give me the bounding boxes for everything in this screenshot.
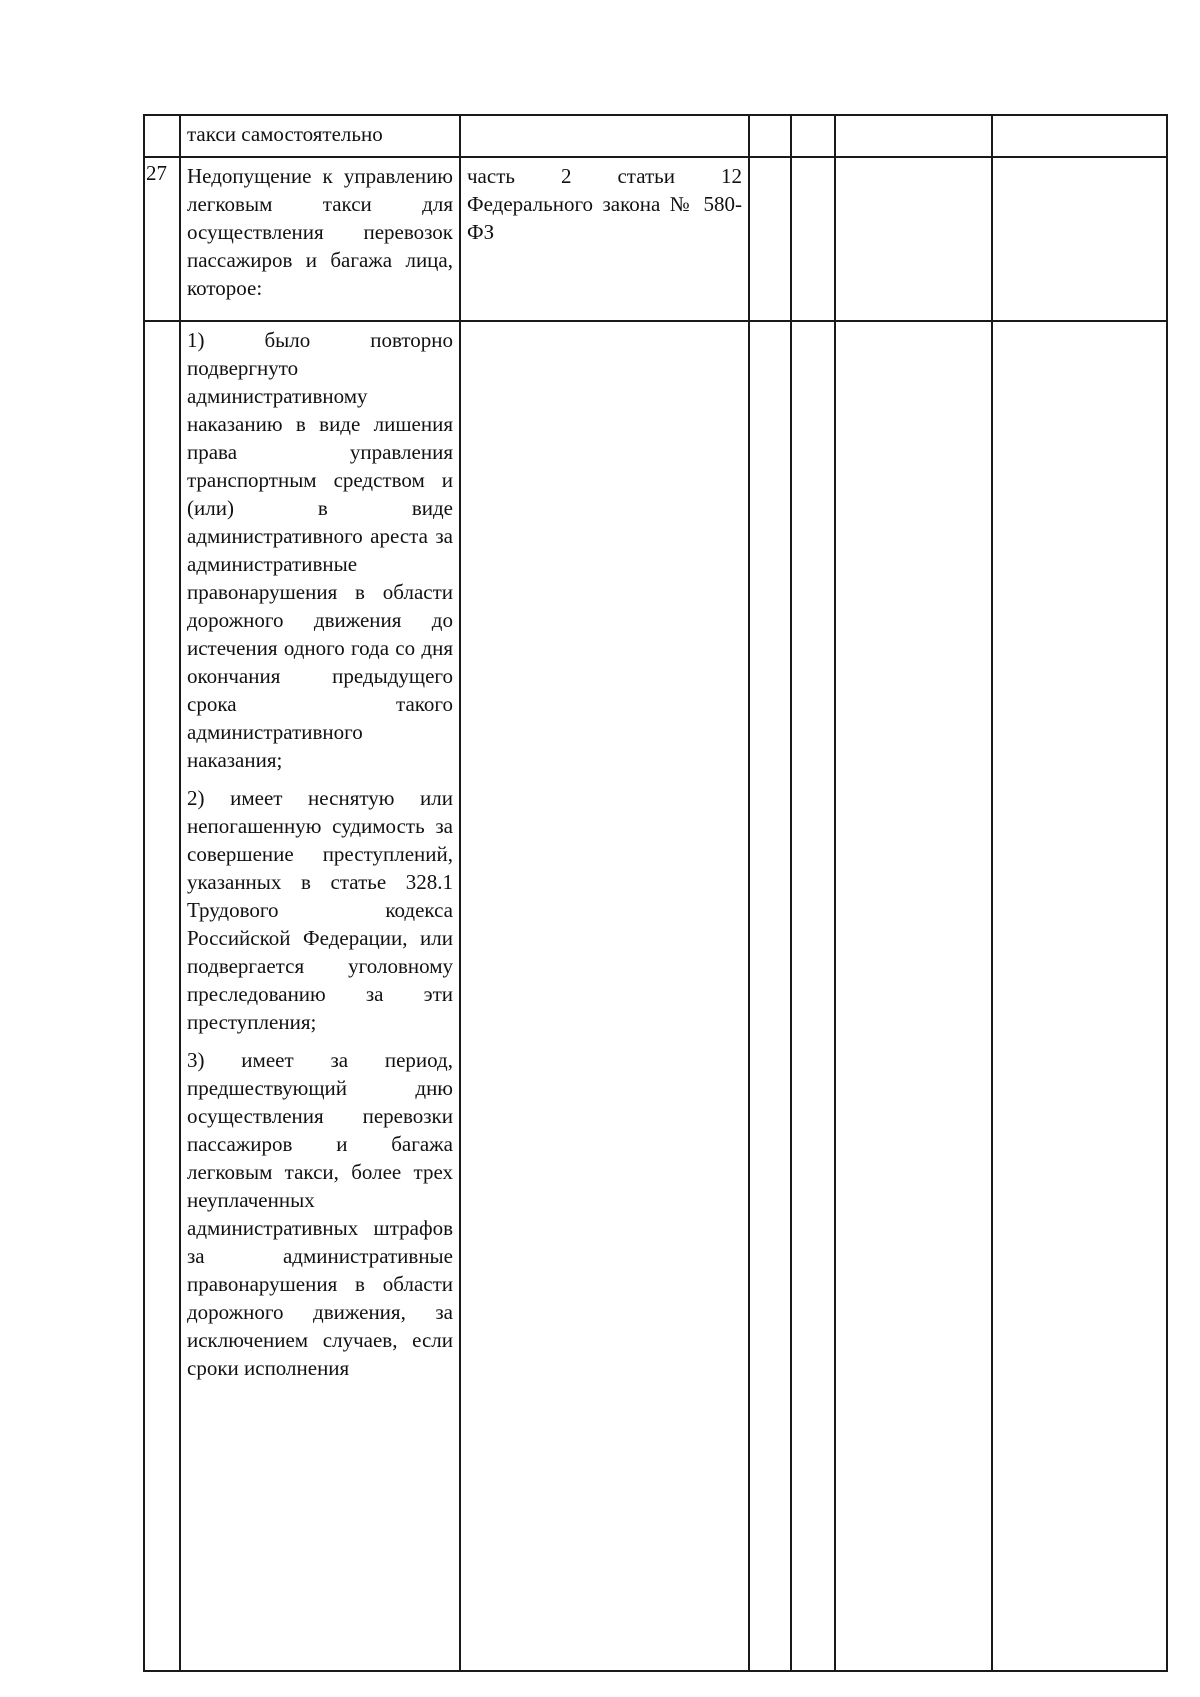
yes-cell [749, 321, 791, 1671]
checklist-table [143, 114, 1168, 1672]
requirement-cell [180, 115, 460, 157]
not-applicable-cell [835, 157, 992, 321]
no-cell [791, 115, 835, 157]
list-item: 2) имеет неснятую или непогашенную судимость за совершение преступлений, указанных в статье 328.1 Трудового кодекса Российской Федерации, или подвергается уголовному преследованию за эти преступления; [187, 786, 453, 1034]
table-row [144, 321, 1167, 1671]
not-applicable-cell [835, 321, 992, 1671]
no-cell [791, 157, 835, 321]
table-row [144, 115, 1167, 157]
requirement-cell [180, 321, 460, 1671]
list-item: 3) имеет за период, предшествующий дню осуществления перевозки пассажиров и багажа легковым такси, более трех неуплаченных административных штрафов за административные правонарушения в области дорожного движения, за исключением случаев, если сроки исполнения [187, 1048, 453, 1380]
row-number-cell [144, 115, 180, 157]
requirement-text: такси самостоятельно [187, 122, 383, 146]
note-cell [992, 115, 1167, 157]
requirement-text: Недопущение к управлению легковым такси для осуществления перевозок пассажиров и багажа лица, которое: [187, 164, 453, 300]
note-cell [992, 157, 1167, 321]
not-applicable-cell [835, 115, 992, 157]
reference-cell [460, 321, 749, 1671]
subitems-list [181, 322, 459, 1382]
reference-cell [460, 157, 749, 321]
yes-cell [749, 157, 791, 321]
list-item: 1) было повторно подвергнуто административному наказанию в виде лишения права управления транспортным средством и (или) в виде административного ареста за административные правонарушения в области дорожного движения до истечения одного года со дня окончания предыдущего срока такого административного наказания; [187, 328, 453, 772]
note-cell [992, 321, 1167, 1671]
row-number-cell [144, 157, 180, 321]
reference-cell [460, 115, 749, 157]
no-cell [791, 321, 835, 1671]
yes-cell [749, 115, 791, 157]
table-row [144, 157, 1167, 321]
row-number: 27 [146, 161, 167, 185]
row-number-cell [144, 321, 180, 1671]
legal-reference-text: часть 2 статьи 12 Федерального закона № 580-ФЗ [467, 164, 742, 244]
requirement-cell [180, 157, 460, 321]
